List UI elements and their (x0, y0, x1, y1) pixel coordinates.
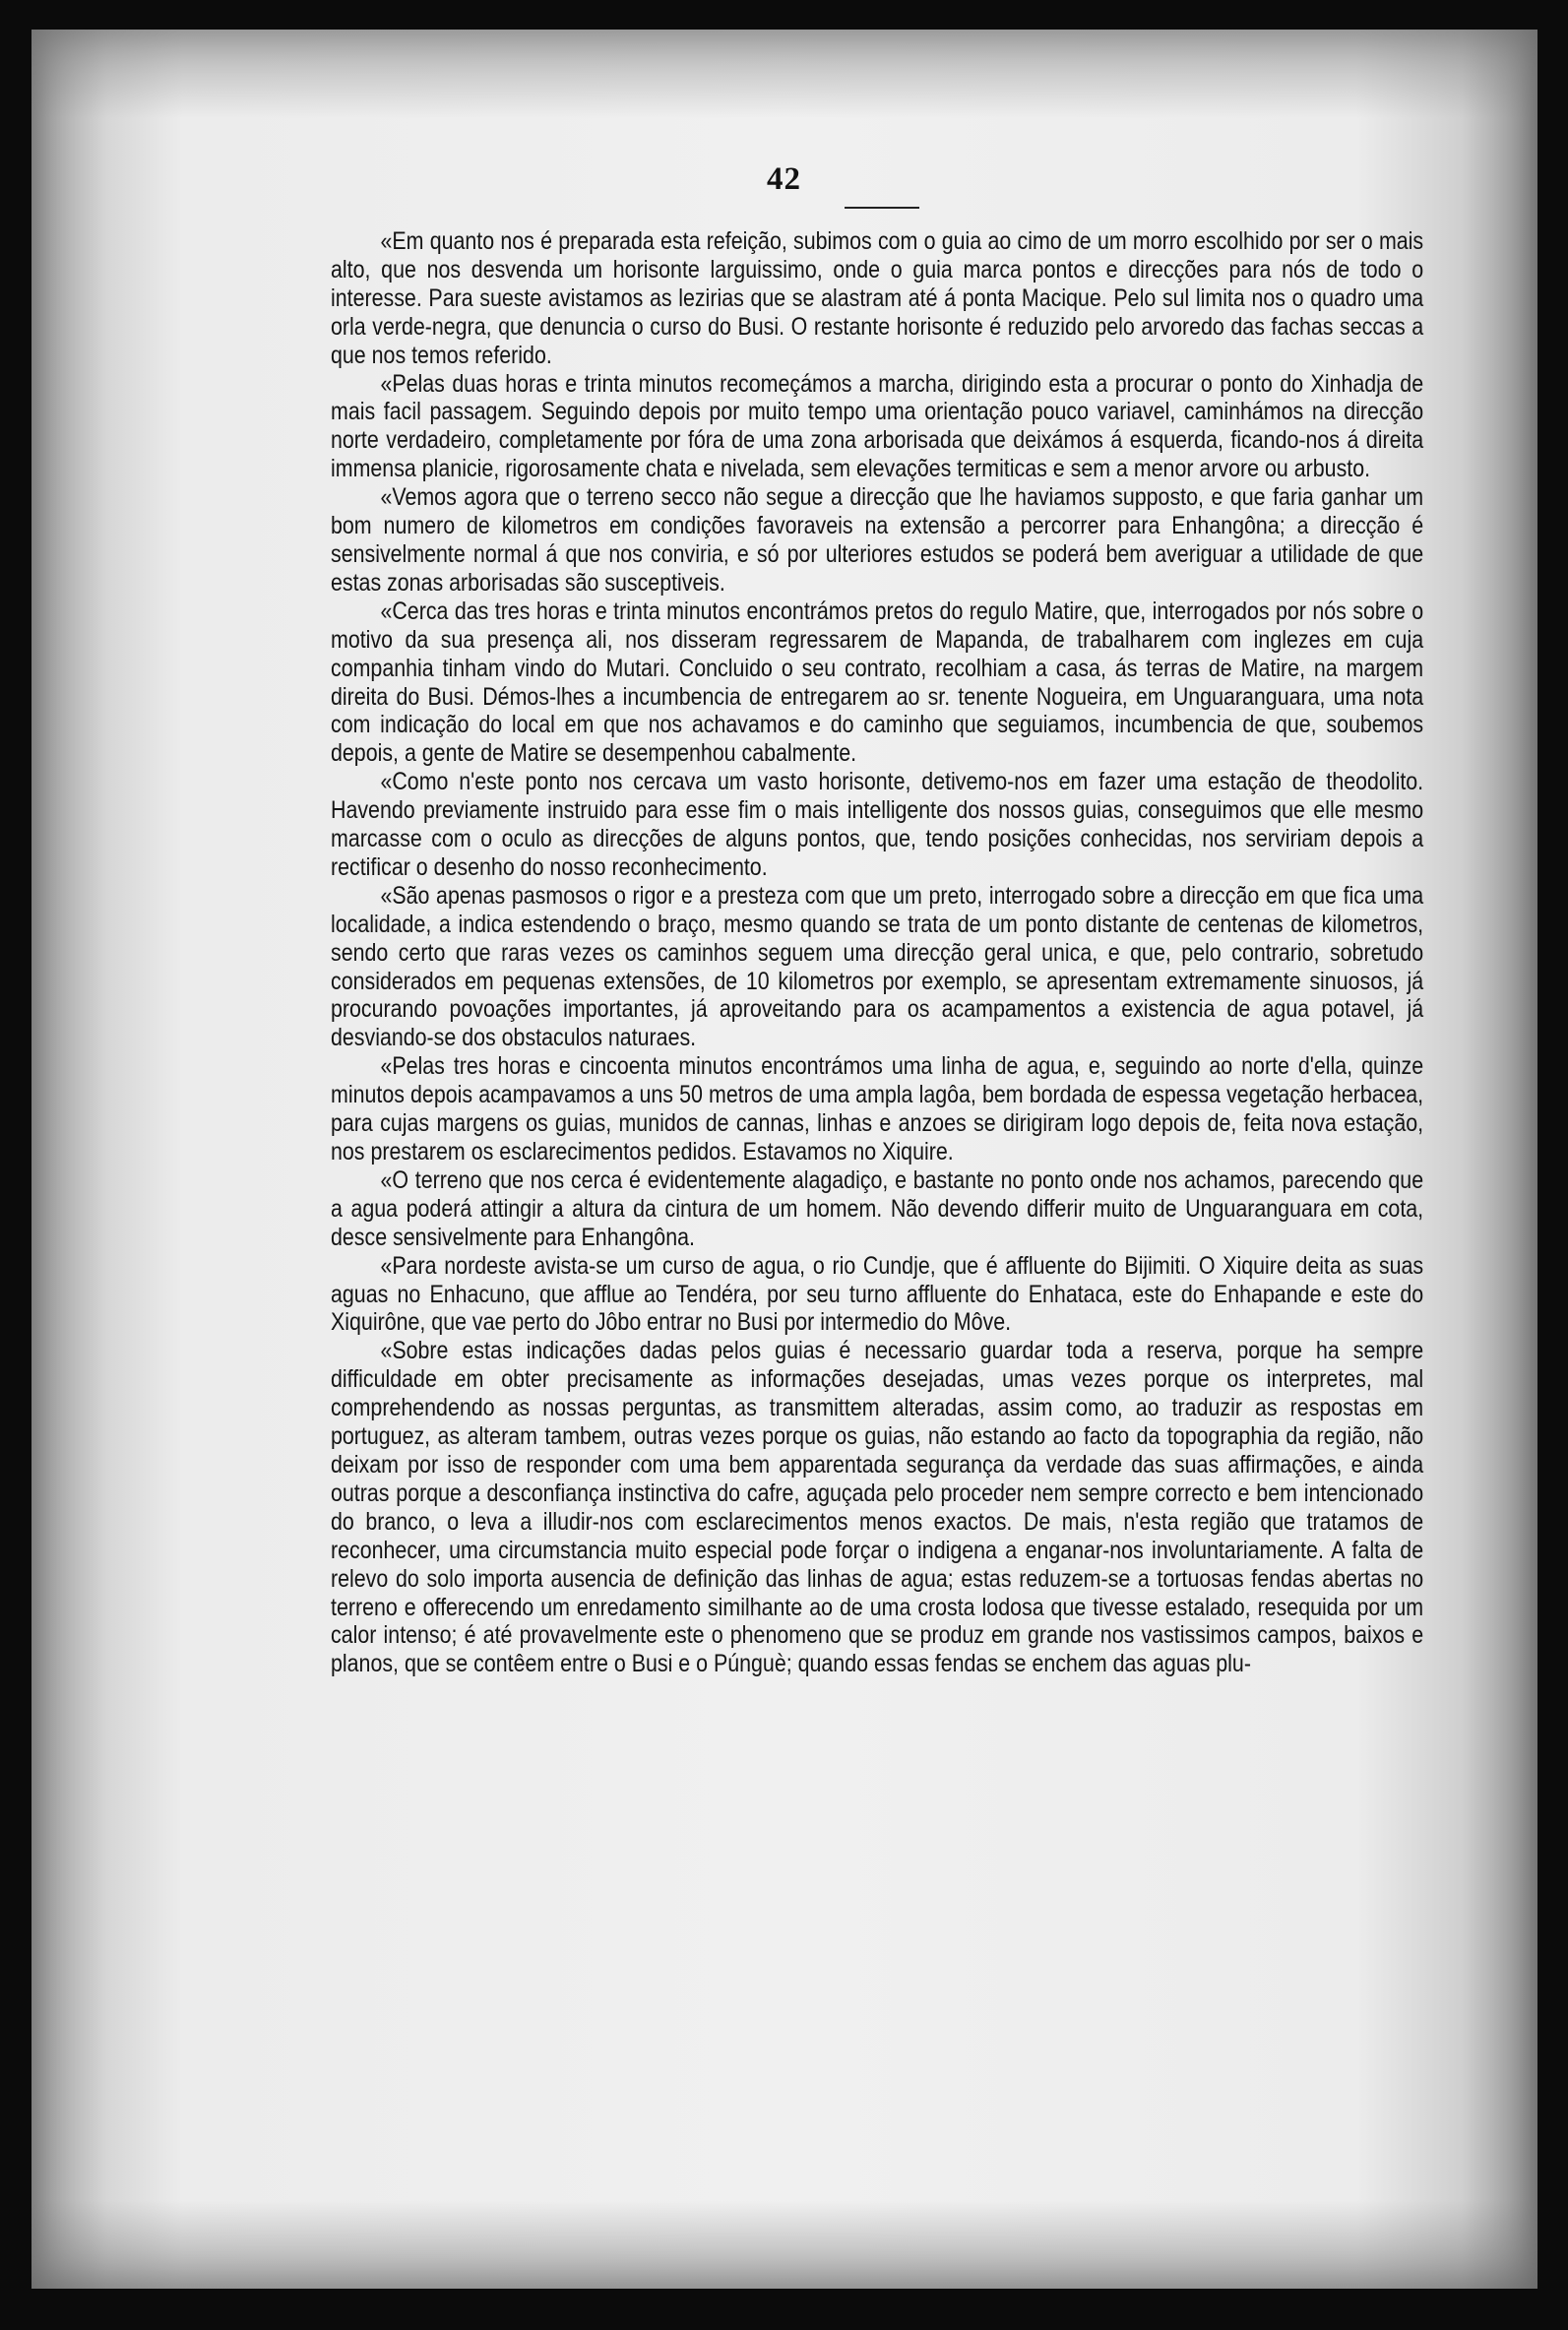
paragraph: «Vemos agora que o terreno secco não segue a direcção que lhe haviamos supposto, e que faria ganhar um bom numero de kilometros em condições favoraveis na extensão a percorrer para Enhangôna; a direcção é sensivelmente normal á que nos conviria, e só por ulteriores estudos se poderá bem averiguar a utilidade de que estas zonas arborisadas são susceptiveis. (331, 484, 1424, 597)
paragraph: «Em quanto nos é preparada esta refeição, subimos com o guia ao cimo de um morro escolhido por ser o mais alto, que nos desvenda um horisonte larguissimo, onde o guia marca pontos e direcções para nós de todo o interesse. Para sueste avistamos as lezirias que se alastram até á ponta Macique. Pelo sul limita nos o quadro uma orla verde-negra, que denuncia o curso do Busi. O restante horisonte é reduzido pelo arvoredo das fachas seccas a que nos temos referido. (331, 228, 1424, 369)
paragraph: «São apenas pasmosos o rigor e a presteza com que um preto, interrogado sobre a direcção em que fica uma localidade, a indica estendendo o braço, mesmo quando se trata de um ponto distante de centenas de kilometros, sendo certo que raras vezes os caminhos seguem uma direcção geral unica, e que, pelo contrario, sobretudo considerados em pequenas extensões, de 10 kilometros por exemplo, se apresentam extremamente sinuosos, já procurando povoações importantes, já aproveitando para os acampamentos a existencia de agua potavel, já desviando-se dos obstaculos naturaes. (331, 882, 1424, 1052)
paragraph: «Para nordeste avista-se um curso de agua, o rio Cundje, que é affluente do Bijimiti. O Xiquire deita as suas aguas no Enhacuno, que afflue ao Tendéra, por seu turno affluente do Enhataca, este do Enhapande e este do Xiquirône, que vae perto do Jôbo entrar no Busi por intermedio do Môve. (331, 1252, 1424, 1337)
paragraph: «Pelas duas horas e trinta minutos recomeçámos a marcha, dirigindo esta a procurar o ponto do Xinhadja de mais facil passagem. Seguindo depois por muito tempo uma orientação pouco variavel, caminhámos na direcção norte verdadeiro, completamente por fóra de uma zona arborisada que deixámos á esquerda, ficando-nos á direita immensa planicie, rigorosamente chata e nivelada, sem elevações termiticas e sem a menor arvore ou arbusto. (331, 370, 1424, 483)
paragraph: «O terreno que nos cerca é evidentemente alagadiço, e bastante no ponto onde nos achamos, parecendo que a agua poderá attingir a altura da cintura de um homem. Não devendo differir muito de Unguaranguara em cota, desce sensivelmente para Enhangôna. (331, 1166, 1424, 1251)
body-text (331, 228, 1423, 1679)
paragraph: «Como n'este ponto nos cercava um vasto horisonte, detivemo-nos em fazer uma estação de theodolito. Havendo previamente instruido para esse fim o mais intelligente dos nossos guias, conseguimos que elle mesmo marcasse com o oculo as direcções de alguns pontos, que, tendo posições conhecidas, nos serviriam depois a rectificar o desenho do nosso reconhecimento. (331, 769, 1424, 881)
header-rule (845, 207, 919, 209)
page-number: 42 (767, 161, 801, 197)
paragraph: «Pelas tres horas e cincoenta minutos encontrámos uma linha de agua, e, seguindo ao norte d'ella, quinze minutos depois acampavamos a uns 50 metros de uma ampla lagôa, bem bordada de espessa vegetação herbacea, para cujas margens os guias, munidos de cannas, linhas e anzoes se dirigiram logo depois de, feita nova estação, nos prestarem os esclarecimentos pedidos. Estavamos no Xiquire. (331, 1053, 1424, 1165)
paragraph: «Cerca das tres horas e trinta minutos encontrámos pretos do regulo Matire, que, interrogados por nós sobre o motivo da sua presença ali, nos disseram regressarem de Mapanda, de trabalharem com inglezes em cuja companhia tinham vindo do Mutari. Concluido o seu contrato, recolhiam a casa, ás terras de Matire, na margem direita do Busi. Démos-lhes a incumbencia de entregarem ao sr. tenente Nogueira, em Unguaranguara, uma nota com indicação do local em que nos achavamos e do caminho que seguiamos, incumbencia de que, soubemos depois, a gente de Matire se desempenhou cabalmente. (331, 598, 1424, 768)
paragraph: «Sobre estas indicações dadas pelos guias é necessario guardar toda a reserva, porque ha sempre difficuldade em obter precisamente as informações desejadas, umas vezes porque os interpretes, mal comprehendendo as nossas perguntas, as transmittem alteradas, assim como, ao traduzir as respostas em portuguez, as alteram tambem, outras vezes porque os guias, não estando ao facto da topographia da região, não deixam por isso de responder com uma bem apparentada segurança da verdade das suas affirmações, e ainda outras porque a desconfiança instinctiva do cafre, aguçada pelo proceder nem sempre correcto e bem intencionado do branco, o leva a illudir-nos com esclarecimentos menos exactos. De mais, n'esta região que tratamos de reconhecer, uma circumstancia muito especial pode forçar o indigena a enganar-nos involuntariamente. A falta de relevo do solo importa ausencia de definição das linhas de agua; estas reduzem-se a tortuosas fendas abertas no terreno e offerecendo um enredamento similhante ao de uma crosta lodosa que tivesse estalado, resequida por um calor intenso; é até provavelmente este o phenomeno que se produz em grande nos vastissimos campos, baixos e planos, que se contêem entre o Busi e o Púnguè; quando essas fendas se enchem das aguas plu- (331, 1338, 1424, 1678)
